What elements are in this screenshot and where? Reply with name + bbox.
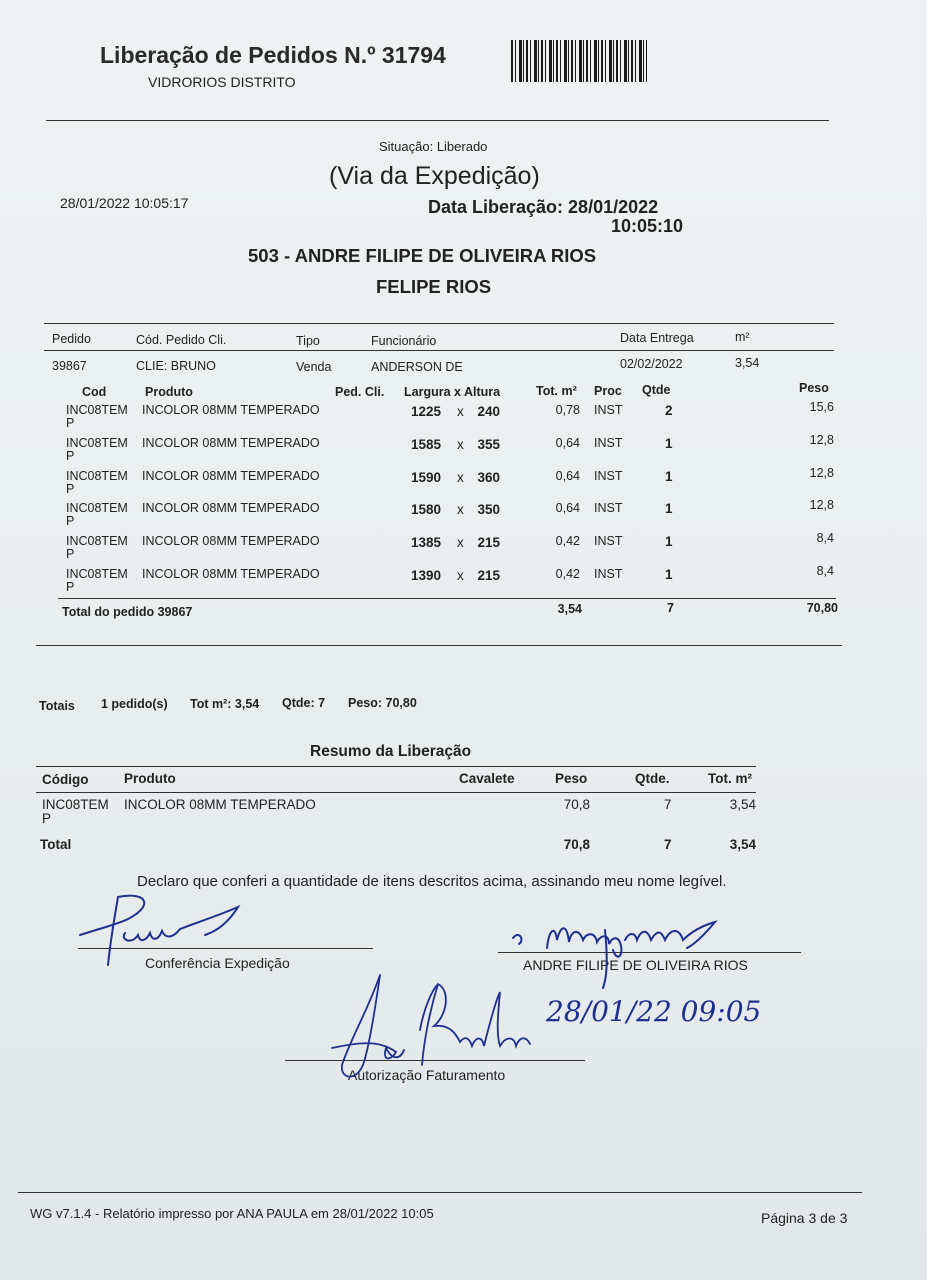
item-cod: INC08TEM (66, 567, 128, 581)
item-cod-suffix: P (66, 514, 75, 528)
item-col-peso: Peso (799, 381, 829, 395)
item-produto: INCOLOR 08MM TEMPERADO (142, 469, 320, 483)
item-peso: 12,8 (809, 466, 834, 480)
col-pedido: Pedido (52, 332, 91, 346)
item-tot-m2: 0,42 (555, 534, 580, 548)
totals-peso: Peso: 70,80 (348, 696, 417, 710)
divider (18, 1192, 862, 1193)
item-cod-suffix: P (66, 449, 75, 463)
item-altura: 355 (477, 437, 500, 452)
summary-total-label: Total (40, 837, 72, 852)
item-x: x (457, 568, 464, 583)
totals-label: Totais (39, 699, 75, 713)
print-datetime: 28/01/2022 10:05:17 (60, 195, 189, 211)
item-peso: 8,4 (816, 531, 834, 545)
order-data-entrega: 02/02/2022 (620, 357, 683, 371)
company-name: VIDRORIOS DISTRITO (148, 74, 296, 90)
item-produto: INCOLOR 08MM TEMPERADO (142, 501, 320, 515)
item-peso: 15,6 (809, 400, 834, 414)
order-total-qtde: 7 (667, 601, 674, 615)
barcode-icon (511, 40, 647, 82)
divider (44, 350, 834, 351)
item-qtde: 1 (665, 567, 673, 582)
summary-total-qtde: 7 (664, 837, 672, 852)
col-m2: m² (735, 330, 750, 344)
situation-label: Situação: Liberado (379, 139, 488, 154)
signature-label-cliente: ANDRE FILIPE DE OLIVEIRA RIOS (523, 957, 748, 973)
item-altura: 350 (477, 502, 500, 517)
item-qtde: 1 (665, 469, 673, 484)
item-x: x (457, 470, 464, 485)
signature-label-conferencia: Conferência Expedição (145, 955, 290, 971)
item-qtde: 1 (665, 534, 673, 549)
item-col-proc: Proc (594, 384, 622, 398)
item-cod: INC08TEM (66, 501, 128, 515)
item-cod-suffix: P (66, 580, 75, 594)
col-cod-pedido-cli: Cód. Pedido Cli. (136, 333, 227, 347)
divider (36, 766, 756, 767)
totals-qtde: Qtde: 7 (282, 696, 326, 710)
item-x: x (457, 437, 464, 452)
summary-col-codigo: Código (42, 772, 89, 787)
item-produto: INCOLOR 08MM TEMPERADO (142, 436, 320, 450)
via-label: (Via da Expedição) (329, 162, 540, 190)
footer-text: WG v7.1.4 - Relatório impresso por ANA PAULA em 28/01/2022 10:05 (30, 1206, 434, 1221)
item-tot-m2: 0,64 (555, 501, 580, 515)
declaration-text: Declaro que conferi a quantidade de itens descritos acima, assinando meu nome legível. (137, 873, 727, 890)
col-data-entrega: Data Entrega (620, 331, 694, 345)
item-proc: INST (594, 403, 623, 417)
item-cod: INC08TEM (66, 403, 128, 417)
item-cod: INC08TEM (66, 469, 128, 483)
item-col-largura-altura: Largura x Altura (404, 385, 501, 399)
item-col-ped-cli: Ped. Cli. (335, 385, 385, 399)
signature-label-autorizacao: Autorização Faturamento (348, 1067, 506, 1083)
item-largura: 1225 (410, 404, 441, 419)
item-proc: INST (594, 534, 623, 548)
item-largura: 1580 (410, 502, 441, 517)
item-altura: 215 (477, 568, 500, 583)
order-funcionario: ANDERSON DE (371, 360, 463, 374)
divider (58, 598, 836, 599)
item-altura: 240 (477, 404, 500, 419)
totals-m2: Tot m²: 3,54 (190, 697, 260, 711)
item-cod-suffix: P (66, 547, 75, 561)
item-proc: INST (594, 436, 623, 450)
item-cod-suffix: P (66, 482, 75, 496)
item-col-tot-m2: Tot. m² (536, 384, 577, 398)
order-tipo: Venda (296, 360, 332, 374)
item-tot-m2: 0,42 (555, 567, 580, 581)
item-proc: INST (594, 469, 623, 483)
item-largura: 1385 (410, 535, 441, 550)
item-col-cod: Cod (82, 385, 107, 399)
totals-pedidos: 1 pedido(s) (101, 697, 168, 711)
item-produto: INCOLOR 08MM TEMPERADO (142, 403, 320, 417)
summary-title: Resumo da Liberação (310, 743, 472, 760)
summary-row-codigo: INC08TEM (42, 797, 109, 812)
client-nickname: FELIPE RIOS (376, 276, 492, 297)
item-proc: INST (594, 567, 623, 581)
summary-col-cavalete: Cavalete (459, 771, 515, 786)
item-produto: INCOLOR 08MM TEMPERADO (142, 567, 320, 581)
col-tipo: Tipo (296, 334, 320, 348)
order-total-m2: 3,54 (557, 602, 582, 616)
item-x: x (457, 535, 464, 550)
summary-col-peso: Peso (555, 771, 588, 786)
item-proc: INST (594, 501, 623, 515)
summary-col-produto: Produto (124, 771, 176, 786)
item-largura: 1585 (410, 437, 441, 452)
item-x: x (457, 404, 464, 419)
item-tot-m2: 0,64 (555, 436, 580, 450)
order-cod-pedido-cli: CLIE: BRUNO (136, 359, 216, 373)
item-col-qtde: Qtde (642, 383, 671, 397)
divider (44, 323, 834, 324)
handwritten-date (540, 985, 790, 1035)
summary-total-tot-m2: 3,54 (729, 837, 756, 852)
document-title: Liberação de Pedidos N.º 31794 (100, 42, 446, 68)
order-total-peso: 70,80 (806, 601, 838, 615)
divider (46, 120, 829, 121)
item-altura: 360 (477, 470, 500, 485)
page-number: Página 3 de 3 (761, 1210, 848, 1226)
item-largura: 1590 (410, 470, 441, 485)
handwritten-signature-conferencia (70, 885, 250, 970)
item-cod-suffix: P (66, 416, 75, 430)
item-col-produto: Produto (145, 385, 193, 399)
release-date: Data Liberação: 28/01/2022 (428, 197, 659, 217)
item-peso: 8,4 (816, 564, 834, 578)
summary-row-tot-m2: 3,54 (729, 797, 756, 812)
divider (36, 792, 756, 793)
item-cod: INC08TEM (66, 534, 128, 548)
summary-col-tot-m2: Tot. m² (708, 771, 752, 786)
order-pedido: 39867 (52, 359, 87, 373)
summary-row-qtde: 7 (664, 797, 672, 812)
item-largura: 1390 (410, 568, 441, 583)
handwritten-date-text: 28/01/22 09:05 (546, 995, 762, 1028)
divider (36, 645, 842, 646)
order-total-label: Total do pedido 39867 (62, 605, 193, 619)
handwritten-signature-autorizacao (320, 970, 540, 1095)
item-peso: 12,8 (809, 498, 834, 512)
summary-row-codigo-suffix: P (42, 811, 52, 826)
item-peso: 12,8 (809, 433, 834, 447)
col-funcionario: Funcionário (371, 334, 437, 348)
item-produto: INCOLOR 08MM TEMPERADO (142, 534, 320, 548)
item-cod: INC08TEM (66, 436, 128, 450)
item-qtde: 2 (665, 403, 673, 418)
item-x: x (457, 502, 464, 517)
item-tot-m2: 0,78 (555, 403, 580, 417)
summary-total-peso: 70,8 (563, 837, 590, 852)
client-name: 503 - ANDRE FILIPE DE OLIVEIRA RIOS (248, 245, 597, 266)
item-tot-m2: 0,64 (555, 469, 580, 483)
summary-col-qtde: Qtde. (635, 771, 670, 786)
summary-row-produto: INCOLOR 08MM TEMPERADO (124, 797, 316, 812)
item-altura: 215 (477, 535, 500, 550)
item-qtde: 1 (665, 436, 673, 451)
summary-row-peso: 70,8 (563, 797, 590, 812)
item-qtde: 1 (665, 501, 673, 516)
order-m2: 3,54 (735, 356, 760, 370)
release-time: 10:05:10 (611, 216, 684, 236)
